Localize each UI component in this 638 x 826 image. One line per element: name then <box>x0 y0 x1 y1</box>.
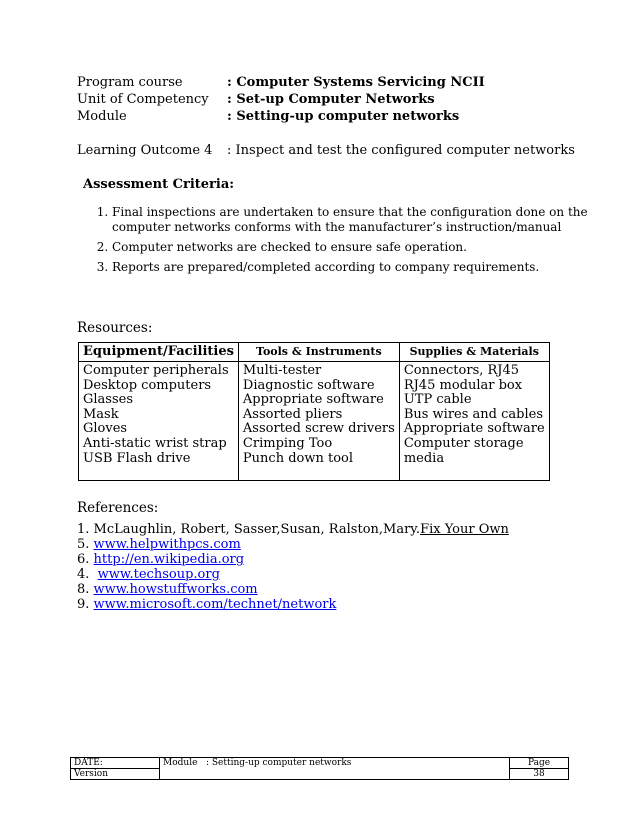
list-item: Anti-static wrist strap <box>83 435 227 451</box>
program-course-label: Program course <box>77 75 183 90</box>
list-item: Connectors, RJ45 <box>403 363 520 378</box>
reference-prefix: 6. <box>77 552 94 567</box>
list-item: Multi-tester <box>242 363 322 378</box>
reference-prefix: 4. <box>77 567 98 582</box>
learning-outcome-row <box>77 143 575 159</box>
references-list <box>77 522 509 612</box>
equipment-cell <box>79 362 239 481</box>
footer-date-label: DATE: <box>71 758 160 769</box>
unit-of-competency-label: Unit of Competency <box>77 92 209 107</box>
learning-outcome-value: : Inspect and test the configured computer networks <box>227 143 575 158</box>
assessment-criteria-title: Assessment Criteria: <box>83 177 235 192</box>
reference-link[interactable]: www.howstuffworks.com <box>93 582 258 597</box>
unit-of-competency-value: : Set-up Computer Networks <box>227 92 435 107</box>
reference-item <box>77 552 509 567</box>
list-item: UTP cable <box>403 392 472 408</box>
learning-outcome-label: Learning Outcome 4 <box>77 143 213 158</box>
criteria-item: 1. Final inspections are undertaken to ensure that the configuration done on the computer networks conforms with the manufacturer’s instruction/manual <box>112 205 592 235</box>
supplies-header: Supplies & Materials <box>399 343 549 362</box>
list-item: Assorted pliers <box>242 406 343 422</box>
list-item: Computer storage <box>403 435 524 451</box>
reference-item <box>77 537 509 552</box>
reference-link[interactable]: www.helpwithpcs.com <box>93 537 241 552</box>
list-item: Bus wires and cables <box>403 406 543 422</box>
list-item: Diagnostic software <box>242 377 375 393</box>
list-item: Appropriate software <box>242 392 384 408</box>
program-course-row <box>77 75 485 91</box>
list-item: media <box>403 450 445 466</box>
list-item: Gloves <box>83 421 128 437</box>
list-item: Assorted screw drivers <box>242 421 395 437</box>
module-label: Module <box>77 109 127 124</box>
resources-label: Resources: <box>77 320 153 336</box>
reference-prefix: 5. <box>77 537 94 552</box>
list-item: Mask <box>83 406 119 422</box>
module-row <box>77 109 459 125</box>
criteria-item: 3. Reports are prepared/completed according to company requirements. <box>112 260 592 275</box>
equipment-header: Equipment/Facilities <box>79 343 239 362</box>
reference-prefix: 9. <box>77 597 94 612</box>
supplies-cell <box>399 362 549 481</box>
assessment-criteria-list <box>78 205 592 280</box>
reference-item <box>77 597 509 612</box>
reference-item <box>77 522 509 537</box>
footer-module-text: Module : Setting-up computer networks <box>160 758 510 780</box>
reference-link[interactable]: www.microsoft.com/technet/network <box>93 597 337 612</box>
list-item: Punch down tool <box>242 450 354 466</box>
reference-link[interactable]: www.techsoup.org <box>97 567 220 582</box>
list-item: Glasses <box>83 392 134 408</box>
reference-book-title: Fix Your Own <box>420 522 509 537</box>
list-item: Appropriate software <box>403 421 545 437</box>
reference-prefix: 1. McLaughlin, Robert, Sasser,Susan, Ralston,Mary. <box>77 522 421 537</box>
list-item: USB Flash drive <box>83 450 191 466</box>
list-item: Desktop computers <box>83 377 212 393</box>
list-item: Crimping Too <box>242 435 333 451</box>
list-item: RJ45 modular box <box>403 377 523 393</box>
footer-version-label: Version <box>71 769 160 780</box>
reference-item <box>77 582 509 597</box>
footer-page-label: Page <box>510 758 569 769</box>
program-course-value: : Computer Systems Servicing NCII <box>227 75 485 90</box>
reference-link[interactable]: http://en.wikipedia.org <box>93 552 245 567</box>
resources-table <box>78 342 550 481</box>
references-label: References: <box>77 500 159 516</box>
tools-header: Tools & Instruments <box>238 343 399 362</box>
footer-page-number: 38 <box>510 769 569 780</box>
page-footer <box>70 757 569 780</box>
reference-item <box>77 567 509 582</box>
reference-prefix: 8. <box>77 582 94 597</box>
tools-cell <box>238 362 399 481</box>
criteria-item: 2. Computer networks are checked to ensure safe operation. <box>112 240 592 255</box>
list-item: Computer peripherals <box>83 363 229 378</box>
unit-of-competency-row <box>77 92 435 108</box>
module-value: : Setting-up computer networks <box>227 109 460 124</box>
